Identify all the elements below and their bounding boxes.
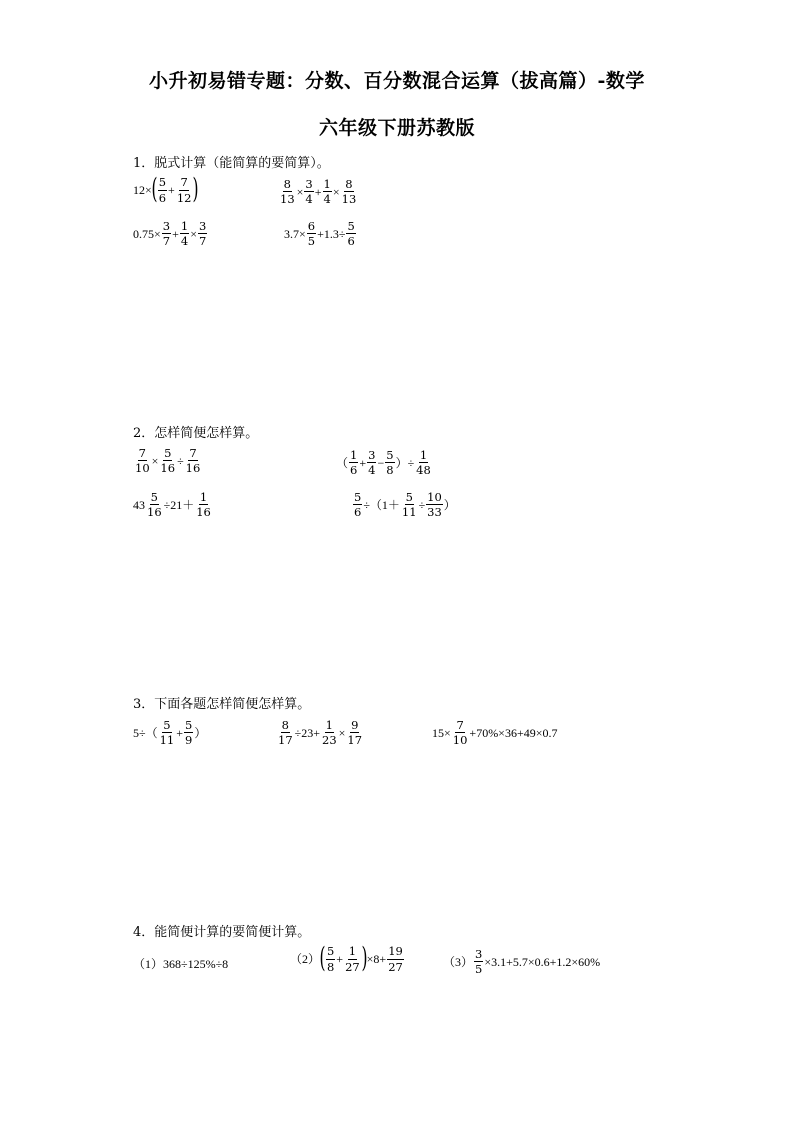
denominator: 10	[135, 461, 150, 476]
denominator: 6	[350, 463, 358, 478]
numerator: 3	[162, 219, 171, 233]
q3-expression-2	[276, 719, 364, 746]
operator: ÷	[418, 497, 426, 512]
fraction	[323, 178, 332, 205]
fraction	[159, 447, 176, 474]
denominator: 23	[322, 733, 337, 748]
denominator: 13	[280, 192, 295, 207]
numerator: 1	[348, 944, 357, 959]
page-title-line1: 小升初易错专题：分数、百分数混合运算（拔高篇）-数学	[149, 70, 645, 92]
denominator: 11	[401, 505, 417, 520]
numerator: 8	[345, 177, 353, 191]
operator: ×	[190, 226, 197, 241]
denominator: 16	[147, 505, 162, 520]
denominator: 17	[347, 733, 363, 748]
fraction	[307, 220, 316, 247]
q2-expression-1	[133, 447, 202, 474]
operator: ×	[332, 184, 340, 199]
fraction	[426, 491, 443, 518]
operator: +	[359, 455, 367, 470]
numerator: 19	[388, 944, 403, 959]
fraction	[387, 945, 404, 972]
q1-expression-2	[278, 178, 358, 205]
numerator: 5	[185, 718, 193, 732]
text: 43	[133, 497, 145, 512]
fraction	[158, 176, 167, 203]
fraction	[452, 719, 469, 746]
numerator: 1	[323, 177, 331, 191]
q4-expression-2	[290, 941, 405, 974]
denominator: 4	[323, 192, 331, 207]
text: ×8+	[366, 952, 387, 966]
operator: ×	[296, 184, 304, 199]
question-4-label: 4．能简便计算的要简便计算。	[133, 925, 311, 940]
page-title-line2: 六年级下册苏教版	[318, 117, 475, 139]
denominator: 7	[199, 234, 207, 249]
numerator: 10	[427, 490, 442, 504]
fraction	[353, 491, 362, 518]
operator: +	[336, 952, 344, 966]
q2-expression-4	[352, 491, 456, 518]
text: 12×	[133, 183, 152, 197]
q2-expression-2	[336, 449, 433, 476]
fraction	[146, 491, 163, 518]
q4-expression-3	[443, 948, 600, 975]
numerator: 5	[354, 490, 362, 504]
fraction	[346, 220, 355, 247]
numerator: 5	[163, 718, 171, 732]
fraction	[401, 491, 418, 518]
fraction	[415, 449, 432, 476]
numerator: 1	[180, 219, 189, 233]
fraction	[184, 719, 193, 746]
q4-expression-1	[133, 958, 228, 970]
fraction	[134, 447, 151, 474]
denominator: 48	[416, 463, 431, 478]
numerator: 9	[351, 718, 359, 732]
numerator: 7	[180, 175, 188, 190]
numerator: 5	[405, 490, 413, 504]
left-paren: (	[319, 941, 326, 974]
fraction	[367, 449, 376, 476]
text: ×3.1+5.7×0.6+1.2×60%	[484, 954, 601, 969]
left-paren: (	[151, 172, 158, 205]
denominator: 10	[452, 733, 468, 748]
numerator: 1	[419, 448, 428, 462]
denominator: 5	[475, 962, 483, 977]
numerator: 1	[199, 490, 208, 504]
operator: +	[314, 184, 322, 199]
denominator: 9	[185, 733, 193, 748]
denominator: 27	[345, 959, 360, 974]
denominator: 7	[162, 234, 171, 249]
denominator: 17	[278, 733, 293, 748]
operator: ×	[338, 725, 346, 740]
denominator: 16	[196, 505, 211, 520]
operator: +	[176, 725, 184, 740]
right-paren: ）	[443, 497, 456, 512]
numerator: 5	[347, 219, 355, 233]
denominator: 27	[388, 959, 403, 974]
fraction	[349, 449, 358, 476]
denominator: 4	[368, 463, 376, 478]
denominator: 5	[307, 234, 316, 249]
denominator: 6	[354, 505, 362, 520]
denominator: 13	[341, 192, 357, 207]
denominator: 6	[347, 234, 355, 249]
text: 0.75×	[133, 226, 161, 241]
text: 15×	[432, 725, 451, 740]
numerator: 7	[189, 446, 197, 460]
numerator: 3	[199, 219, 207, 233]
right-paren: )	[192, 172, 199, 205]
operator: ÷23+	[294, 725, 320, 740]
fraction	[346, 719, 363, 746]
numerator: 7	[456, 718, 464, 732]
numerator: 5	[164, 446, 172, 460]
numerator: 5	[158, 175, 167, 190]
fraction	[304, 178, 313, 205]
fraction	[321, 719, 338, 746]
denominator: 33	[427, 505, 442, 520]
denominator: 8	[386, 463, 394, 478]
denominator: 16	[185, 461, 201, 476]
fraction	[341, 178, 358, 205]
denominator: 4	[180, 234, 189, 249]
denominator: 12	[176, 190, 192, 205]
fraction	[385, 449, 394, 476]
operator: ÷（1＋	[363, 497, 400, 512]
question-1-label: 1．脱式计算（能简算的要简算）。	[133, 156, 330, 171]
text: （3）	[443, 954, 474, 969]
denominator: 16	[160, 461, 176, 476]
text: （2）	[290, 952, 321, 966]
fraction	[277, 719, 294, 746]
numerator: 6	[307, 219, 316, 233]
operator: +1.3÷	[317, 226, 346, 241]
question-2-label: 2．怎样简便怎样算。	[133, 426, 259, 441]
q1-expression-1	[133, 172, 199, 205]
q1-expression-4	[284, 220, 357, 247]
numerator: 7	[138, 446, 146, 460]
operator: ÷21＋	[163, 497, 195, 512]
fraction	[474, 948, 483, 975]
numerator: 8	[283, 177, 291, 191]
fraction	[159, 719, 176, 746]
denominator: 8	[326, 959, 335, 974]
denominator: 4	[305, 192, 313, 207]
fraction	[185, 447, 202, 474]
numerator: 5	[386, 448, 394, 462]
q3-expression-1	[133, 719, 206, 746]
denominator: 6	[158, 190, 167, 205]
fraction	[195, 491, 212, 518]
q3-expression-3	[432, 719, 558, 746]
text: 5÷（	[133, 725, 158, 740]
text: （1）368÷125%÷8	[133, 957, 229, 971]
fraction	[176, 176, 193, 203]
fraction	[279, 178, 296, 205]
right-paren: ）	[194, 725, 207, 740]
text: +70%×36+49×0.7	[469, 725, 558, 740]
fraction	[180, 220, 189, 247]
operator: +	[172, 226, 179, 241]
numerator: 8	[281, 718, 289, 732]
numerator: 3	[368, 448, 376, 462]
q1-expression-3	[133, 220, 208, 247]
q2-expression-3	[133, 491, 213, 518]
denominator: 11	[159, 733, 175, 748]
fraction	[198, 220, 207, 247]
right-paren: )	[361, 941, 368, 974]
operator: ÷	[177, 453, 184, 468]
numerator: 1	[350, 448, 358, 462]
left-paren: （	[336, 455, 349, 470]
fraction	[162, 220, 171, 247]
fraction	[326, 945, 335, 972]
operator: ×	[151, 453, 159, 468]
text: 3.7×	[284, 226, 306, 241]
numerator: 3	[305, 177, 313, 191]
numerator: 5	[150, 490, 158, 504]
question-3-label: 3．下面各题怎样简便怎样算。	[133, 697, 311, 712]
operator: +	[168, 183, 175, 197]
numerator: 1	[325, 718, 333, 732]
right-paren: ）÷	[395, 455, 415, 470]
fraction	[344, 945, 361, 972]
numerator: 3	[475, 947, 483, 961]
operator: −	[377, 455, 385, 470]
numerator: 5	[326, 944, 335, 959]
